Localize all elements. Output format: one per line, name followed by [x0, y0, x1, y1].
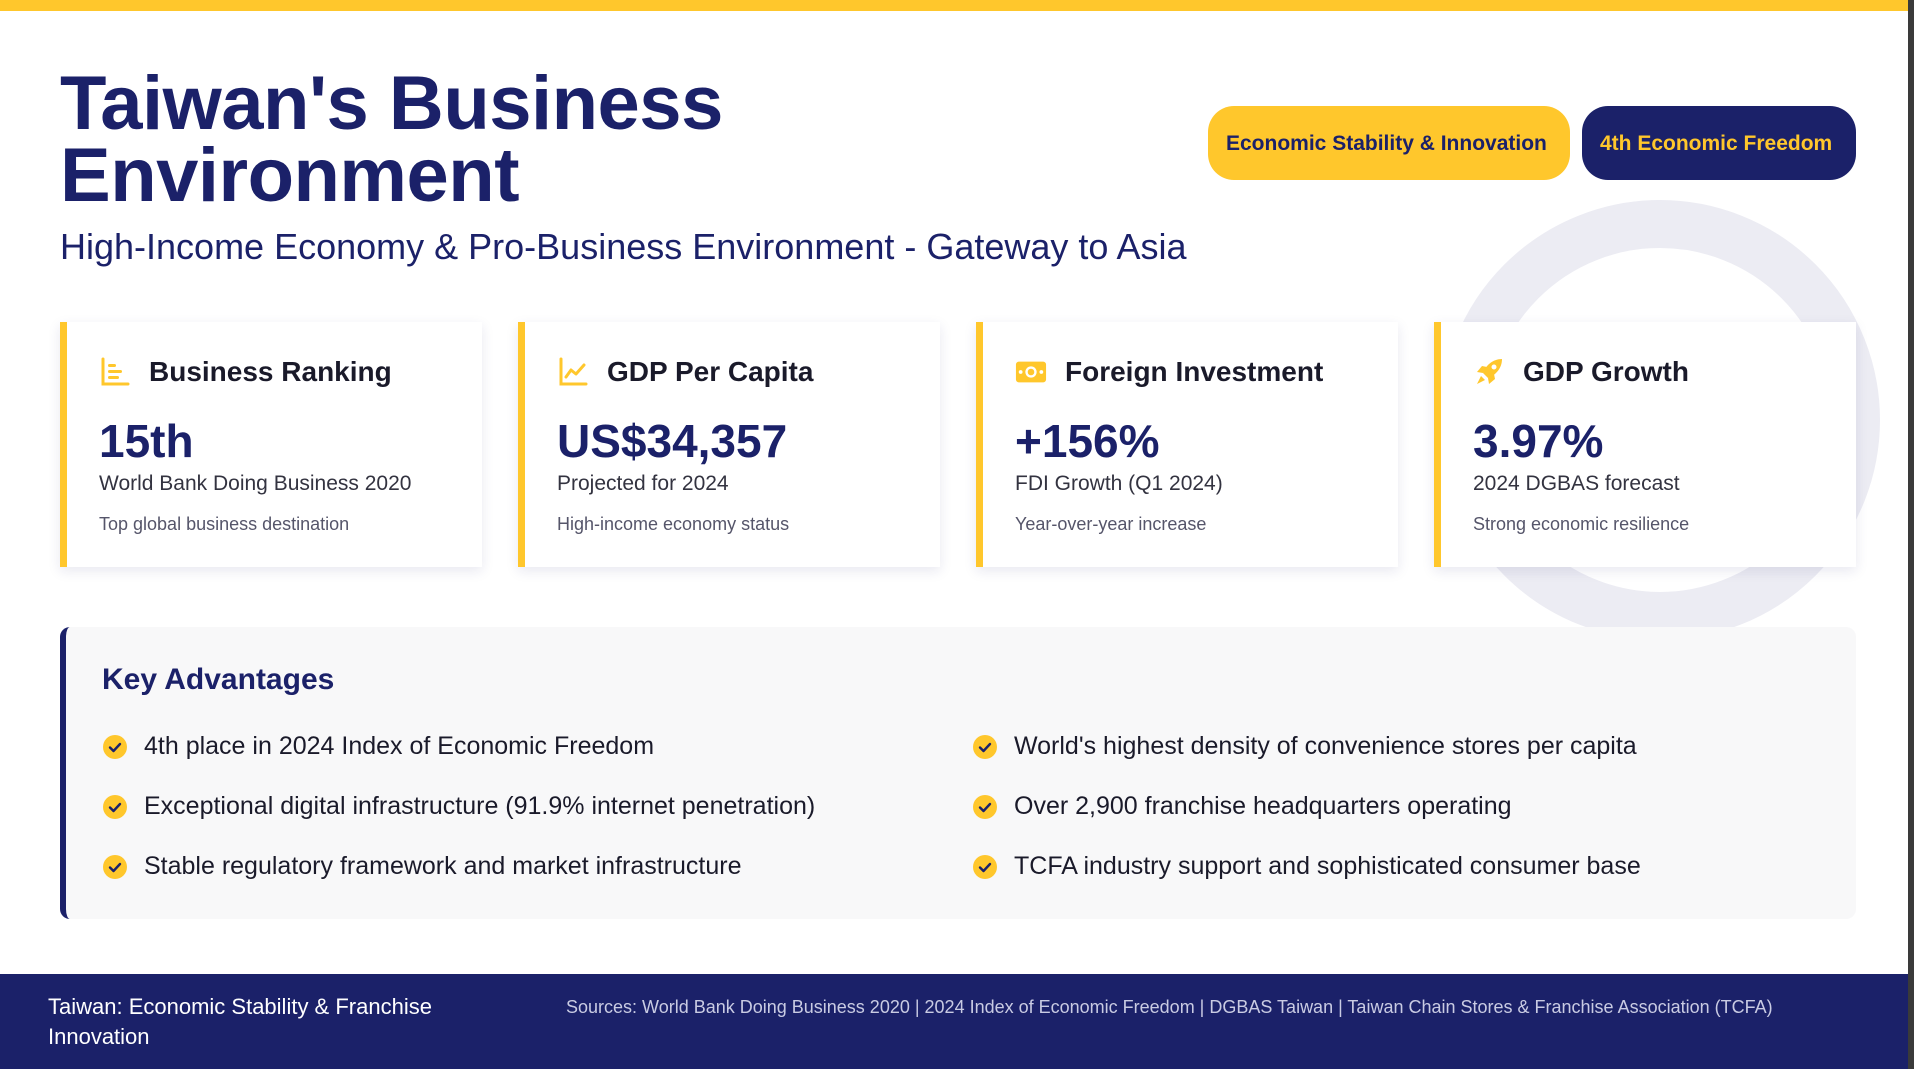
badge-economic-freedom: 4th Economic Freedom: [1582, 106, 1856, 180]
check-circle-icon: [972, 854, 998, 880]
line-chart-icon: [557, 356, 589, 388]
advantage-item: [102, 792, 815, 821]
card-note: High-income economy status: [557, 514, 790, 534]
card-title: Business Ranking: [149, 356, 392, 387]
footer-sources: Sources: World Bank Doing Business 2020 | 2024 Index of Economic Freedom | DGBAS Taiwan | Taiwan Chain Stores & Franchise Association (TCFA): [566, 997, 1773, 1017]
window-edge: [1908, 0, 1914, 1069]
check-circle-icon: [972, 734, 998, 760]
card-title: GDP Per Capita: [607, 356, 814, 387]
card-description: FDI Growth (Q1 2024): [1015, 472, 1223, 495]
check-circle-icon: [102, 854, 128, 880]
advantage-text: World's highest density of convenience stores per capita: [1014, 732, 1637, 760]
check-circle-icon: [102, 734, 128, 760]
check-circle-icon: [102, 794, 128, 820]
card-description: 2024 DGBAS forecast: [1473, 472, 1680, 495]
card-value: 15th: [99, 415, 194, 467]
card-value: 3.97%: [1473, 415, 1604, 467]
ranking-chart-icon: [99, 356, 131, 388]
footer-tagline: Taiwan: Economic Stability & Franchise Innovation: [48, 994, 432, 1049]
advantage-text: Stable regulatory framework and market infrastructure: [144, 852, 742, 880]
card-title: Foreign Investment: [1065, 356, 1324, 387]
card-header: [99, 356, 392, 388]
card-description: World Bank Doing Business 2020: [99, 472, 412, 495]
card-header: [1015, 356, 1323, 388]
stat-card-gdp-per-capita: [518, 322, 940, 567]
money-bill-icon: [1015, 356, 1047, 388]
key-advantages-panel: [60, 627, 1856, 919]
card-note: Year-over-year increase: [1015, 514, 1207, 534]
key-advantages-title: Key Advantages: [102, 663, 335, 696]
page-subtitle: High-Income Economy & Pro-Business Environment - Gateway to Asia: [60, 226, 1187, 267]
advantage-item: [972, 852, 1641, 881]
badge-economic-stability: Economic Stability & Innovation: [1208, 106, 1570, 180]
stat-card-foreign-investment: [976, 322, 1398, 567]
advantage-item: [972, 792, 1512, 821]
advantage-item: [972, 732, 1637, 761]
top-accent-bar: [0, 0, 1914, 11]
card-description: Projected for 2024: [557, 472, 729, 495]
card-value: US$34,357: [557, 415, 788, 467]
advantage-text: Exceptional digital infrastructure (91.9% internet penetration): [144, 792, 816, 820]
card-value: +156%: [1015, 415, 1160, 467]
card-header: [557, 356, 813, 388]
card-header: [1473, 356, 1689, 388]
card-note: Top global business destination: [99, 514, 350, 534]
stat-card-gdp-growth: [1434, 322, 1856, 567]
footer: [0, 974, 1914, 1069]
card-title: GDP Growth: [1523, 356, 1689, 387]
advantage-item: [102, 732, 654, 761]
advantage-text: 4th place in 2024 Index of Economic Freedom: [144, 732, 655, 760]
advantage-item: [102, 852, 741, 881]
advantage-text: Over 2,900 franchise headquarters operating: [1014, 792, 1512, 820]
page-title: Taiwan's Business Environment: [60, 61, 723, 218]
check-circle-icon: [972, 794, 998, 820]
rocket-icon: [1473, 356, 1505, 388]
advantage-text: TCFA industry support and sophisticated consumer base: [1014, 852, 1641, 880]
card-note: Strong economic resilience: [1473, 514, 1690, 534]
stat-card-business-ranking: [60, 322, 482, 567]
